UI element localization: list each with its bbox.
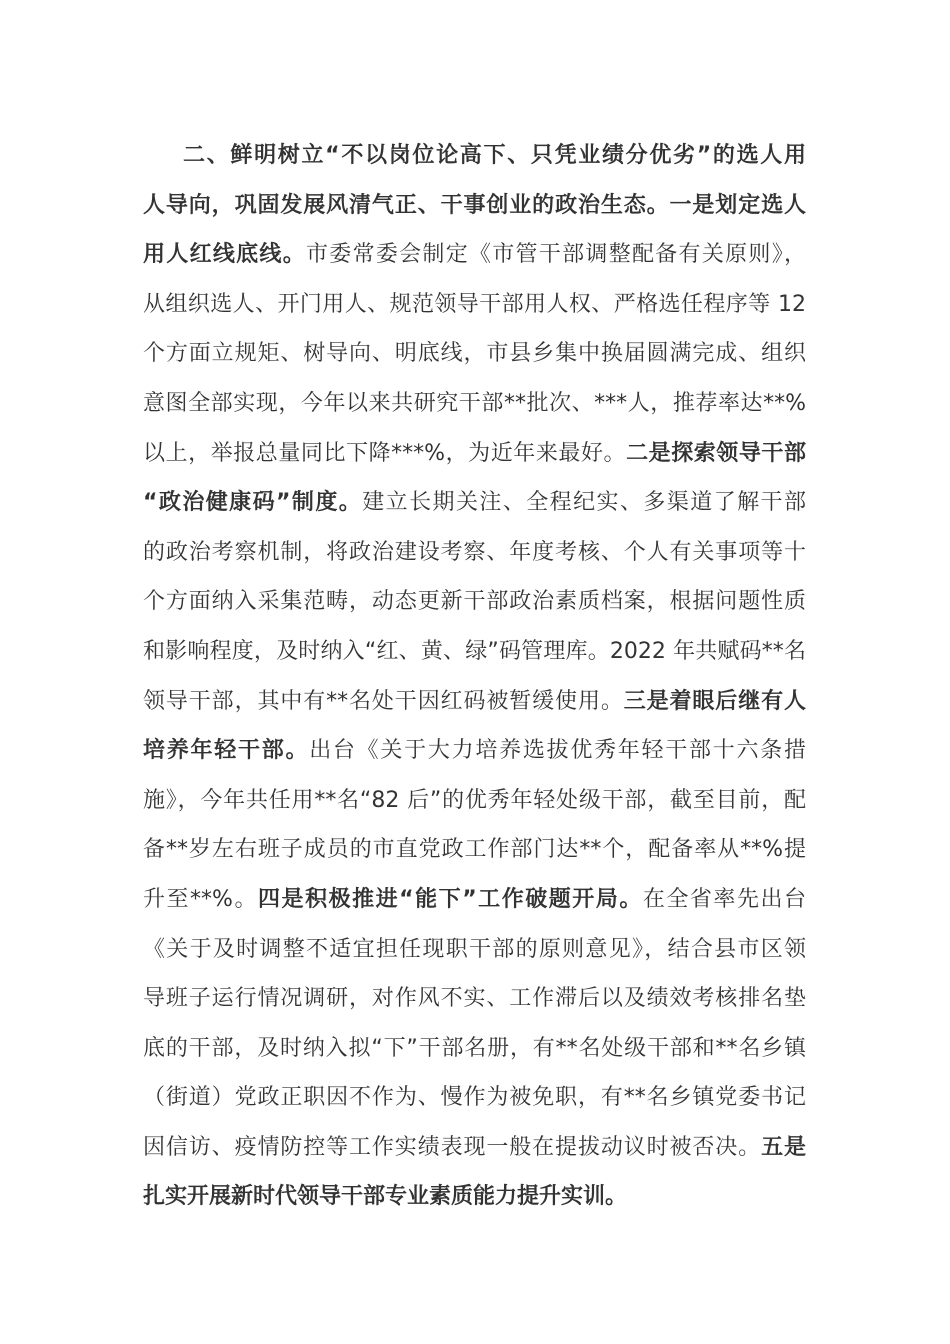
bold-text-segment: 三是着眼后继有人: [623, 688, 806, 714]
text-line: [143, 1172, 806, 1222]
bold-text-segment: 二是探索领导干部: [626, 440, 806, 466]
text-line: [143, 776, 806, 826]
text-line: [143, 230, 806, 280]
text-segment: 在全省率先出台: [642, 886, 807, 912]
text-segment: 导班子运行情况调研，对作风不实、工作滞后以及绩效考核排名垫: [143, 986, 806, 1012]
text-line: [143, 131, 806, 181]
text-segment: 施》，今年共任用**名“82 后”的优秀年轻处级干部，截至目前，配: [143, 787, 806, 813]
text-segment: 市委常委会制定《市管干部调整配备有关原则》，: [306, 242, 806, 268]
text-line: [143, 528, 806, 578]
text-segment: 和影响程度，及时纳入“红、黄、绿”码管理库。2022 年共赋码**名: [143, 638, 806, 664]
bold-text-segment: 用人红线底线。: [143, 242, 306, 268]
text-line: [143, 181, 806, 231]
text-segment: 因信访、疫情防控等工作实绩表现一般在提拔动议时被否决。: [143, 1134, 762, 1160]
bold-text-segment: “政治健康码”制度。: [143, 490, 363, 516]
text-segment: 个方面纳入采集范畴，动态更新干部政治素质档案，根据问题性质: [143, 589, 806, 615]
text-segment: 从组织选人、开门用人、规范领导干部用人权、严格选任程序等 12: [143, 291, 806, 317]
bold-text-segment: 四是积极推进“能下”工作破题开局。: [258, 886, 643, 912]
bold-text-segment: 五是: [761, 1134, 806, 1160]
text-line: [143, 627, 806, 677]
text-segment: 备**岁左右班子成员的市直党政工作部门达**个，配备率从**%提: [143, 837, 806, 863]
text-segment: 意图全部实现，今年以来共研究干部**批次、***人，推荐率达**%: [143, 390, 806, 416]
text-segment: 的政治考察机制，将政治建设考察、年度考核、个人有关事项等十: [143, 539, 806, 565]
text-line: [143, 577, 806, 627]
text-line: [143, 825, 806, 875]
text-segment: 领导干部，其中有**名处干因红码被暂缓使用。: [143, 688, 624, 714]
text-line: [143, 677, 806, 727]
bold-text-segment: 二、鲜明树立“不以岗位论高下、只凭业绩分优劣”的选人用: [183, 143, 806, 168]
text-line: [143, 379, 806, 429]
text-line: [143, 726, 806, 776]
text-line: [143, 280, 806, 330]
text-segment: （街道）党政正职因不作为、慢作为被免职，有**名乡镇党委书记: [143, 1085, 806, 1111]
text-segment: 建立长期关注、全程纪实、多渠道了解干部: [362, 490, 806, 516]
text-line: [143, 429, 806, 479]
text-segment: 个方面立规矩、树导向、明底线，市县乡集中换届圆满完成、组织: [143, 341, 806, 367]
bold-text-segment: 扎实开展新时代领导干部专业素质能力提升实训。: [143, 1184, 628, 1210]
text-line: [143, 1073, 806, 1123]
text-line: [143, 1123, 806, 1173]
text-line: [143, 875, 806, 925]
text-segment: 升至**%。: [143, 886, 259, 912]
text-line: [143, 478, 806, 528]
text-line: [143, 974, 806, 1024]
text-line: [143, 329, 806, 379]
bold-text-segment: 人导向，巩固发展风清气正、干事创业的政治生态。一是划定选人: [143, 192, 806, 218]
text-segment: 《关于及时调整不适宜担任现职干部的原则意见》，结合县市区领: [143, 936, 806, 962]
text-line: [143, 925, 806, 975]
text-segment: 底的干部，及时纳入拟“下”干部名册，有**名处级干部和**名乡镇: [143, 1035, 806, 1061]
bold-text-segment: 培养年轻干部。: [143, 738, 310, 764]
text-line: [143, 1024, 806, 1074]
document-body: [143, 131, 806, 1222]
text-segment: 以上，举报总量同比下降***%，为近年来最好。: [143, 440, 627, 466]
text-segment: 出台《关于大力培养选拔优秀年轻干部十六条措: [309, 738, 806, 764]
